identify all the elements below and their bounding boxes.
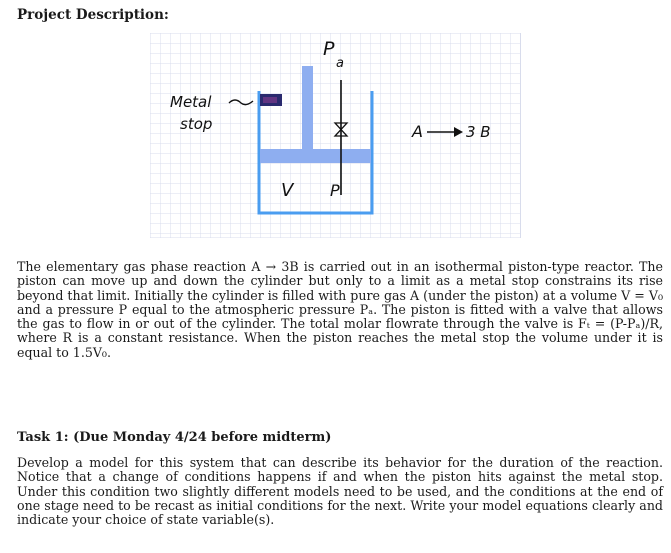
task1-paragraph: Develop a model for this system that can describe its behavior for the duration of the reaction. Notice that a change of conditions happens if and when the piston hits against the metal stop. Under this condition two slightly different models need to be used, and the conditions at the end of one stage need to be recast as initial conditions for the next. Write your model equations clearly and indicate your choice of state variable(s). [17, 455, 663, 528]
metal-stop-highlight [263, 97, 277, 103]
label-stop: stop [180, 115, 213, 133]
label-reaction-a: A [412, 122, 423, 141]
label-metal: Metal [170, 93, 212, 111]
label-volume: V [281, 180, 294, 201]
label-pa-subscript: a [336, 56, 344, 71]
label-pressure: P [330, 181, 340, 200]
piston-reactor-diagram [150, 33, 521, 238]
piston-rod [302, 66, 313, 152]
piston-head [260, 149, 371, 163]
task1-heading: Task 1: (Due Monday 4/24 before midterm) [17, 430, 332, 445]
label-pa: P [323, 38, 335, 60]
label-reaction-b: 3 B [466, 123, 491, 141]
project-description-heading: Project Description: [17, 7, 169, 23]
project-description-paragraph: The elementary gas phase reaction A → 3B is carried out in an isothermal piston-type reactor. The piston can move up and down the cylinder but only to a limit as a metal stop constrains its rise beyond that limit. Initially the cylinder is filled with pure gas A (under the piston) at a volume V = V₀ and a pressure P equal to the atmospheric pressure Pₐ. The piston is fitted with a valve that allows the gas to flow in or out of the cylinder. The total molar flowrate through the valve is Fₜ = (P-Pₐ)/R, where R is a constant resistance. When the piston reaches the metal stop the volume under it is equal to 1.5V₀. [17, 259, 663, 360]
